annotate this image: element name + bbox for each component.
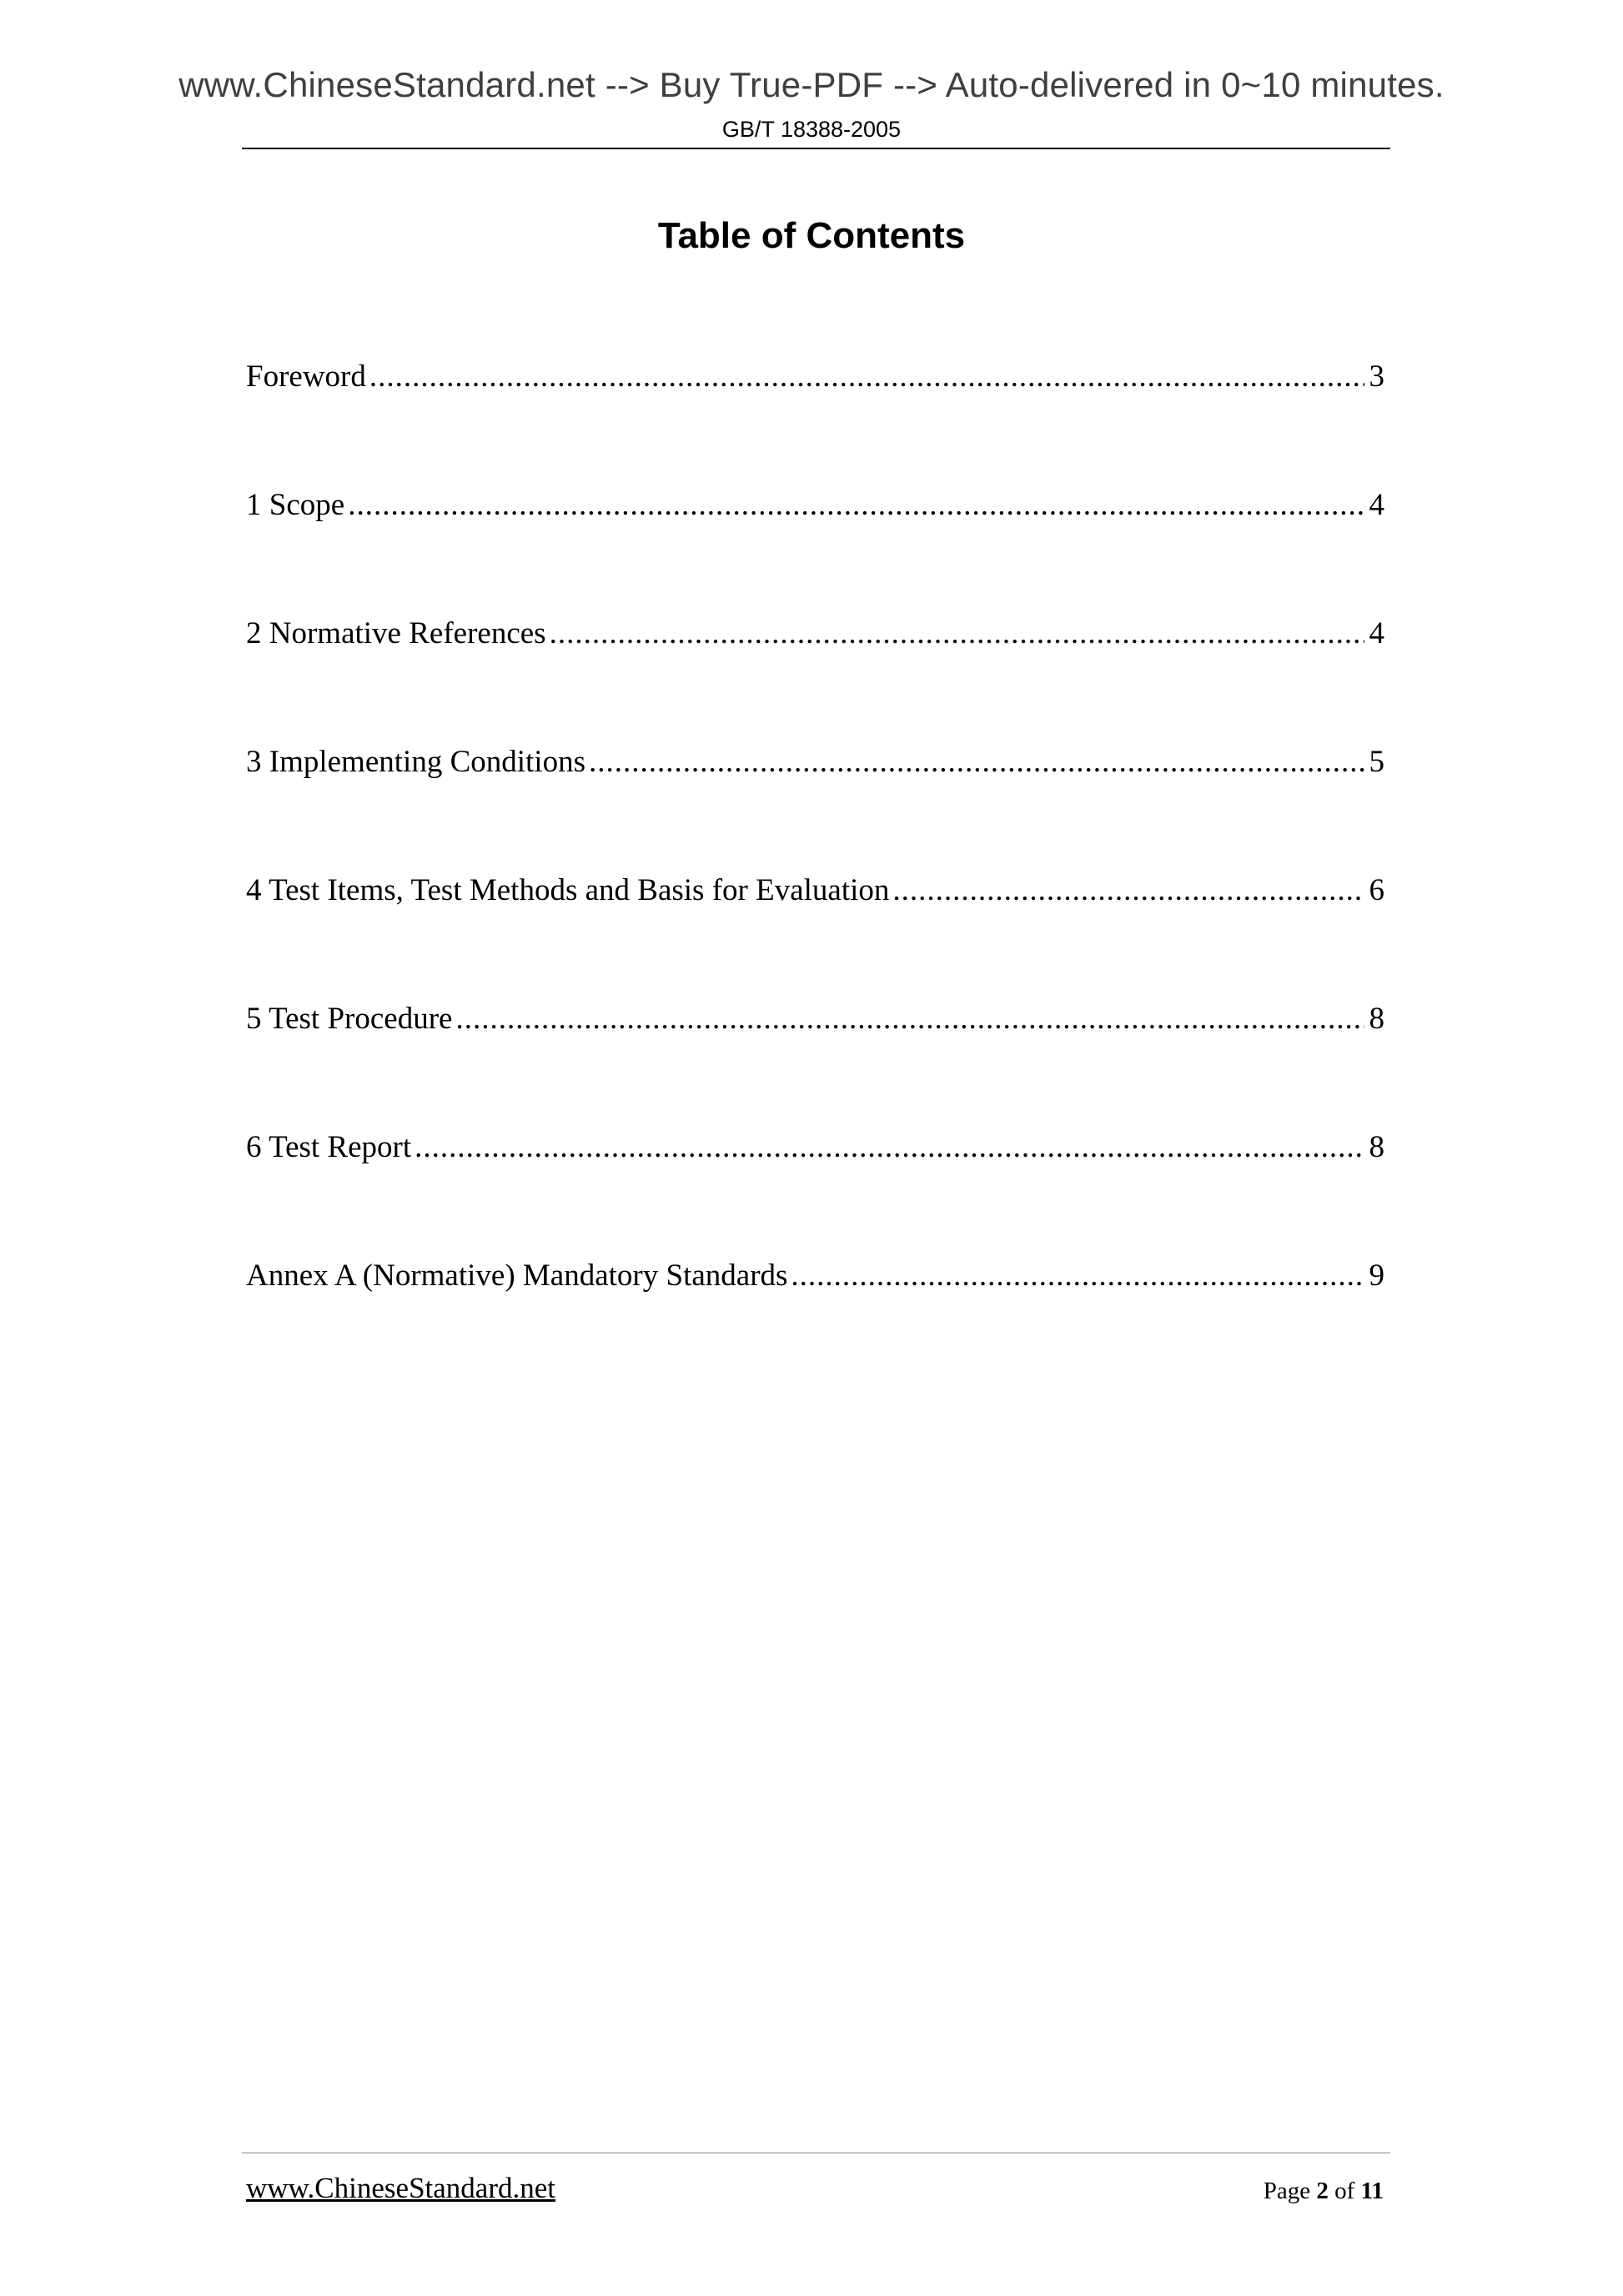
toc-entry-label: Annex A (Normative) Mandatory Standards (246, 1259, 788, 1293)
site-banner: www.ChineseStandard.net --> Buy True-PDF --> Auto-delivered in 0~10 minutes. (178, 65, 1445, 104)
toc-entry-scope[interactable] (246, 487, 1384, 615)
toc-entry-test-procedure[interactable] (246, 1001, 1384, 1129)
page-total: 11 (1360, 2178, 1384, 2204)
toc-title: Table of Contents (657, 215, 966, 256)
toc-entry-page: 6 (1369, 873, 1384, 907)
page-word: Page (1263, 2178, 1311, 2204)
footer-site-link[interactable]: www.ChineseStandard.net (246, 2172, 555, 2204)
page-current: 2 (1316, 2178, 1329, 2204)
toc-dot-leader (415, 1129, 1364, 1165)
toc-entry-label: Foreword (246, 359, 366, 394)
toc-dot-leader (455, 1001, 1364, 1037)
toc-entry-implementing-conditions[interactable] (246, 744, 1384, 872)
toc-entry-page: 9 (1369, 1259, 1384, 1293)
toc-entry-page: 5 (1369, 745, 1384, 779)
toc-entry-page: 8 (1369, 1130, 1384, 1164)
toc-entry-label: 2 Normative References (246, 616, 546, 651)
toc-entry-label: 4 Test Items, Test Methods and Basis for Evaluation (246, 873, 890, 907)
toc-dot-leader (791, 1258, 1364, 1294)
toc-dot-leader (348, 487, 1364, 523)
toc-entry-annex-a[interactable] (246, 1258, 1384, 1386)
toc-dot-leader (589, 744, 1364, 780)
toc-entry-label: 6 Test Report (246, 1130, 412, 1164)
toc-entry-test-report[interactable] (246, 1129, 1384, 1258)
page-indicator (1264, 2178, 1384, 2205)
document-code: GB/T 18388-2005 (721, 117, 902, 142)
toc-list (246, 359, 1384, 1386)
toc-dot-leader (369, 359, 1364, 394)
header-divider (242, 148, 1390, 149)
toc-entry-label: 1 Scope (246, 488, 345, 522)
toc-dot-leader (892, 872, 1364, 908)
toc-entry-label: 3 Implementing Conditions (246, 745, 585, 779)
toc-entry-page: 8 (1369, 1002, 1384, 1036)
toc-entry-page: 3 (1369, 359, 1384, 394)
toc-entry-test-items[interactable] (246, 872, 1384, 1001)
toc-dot-leader (550, 615, 1364, 651)
toc-entry-foreword[interactable] (246, 359, 1384, 487)
toc-entry-label: 5 Test Procedure (246, 1002, 453, 1036)
toc-entry-page: 4 (1369, 616, 1384, 651)
toc-entry-normative-references[interactable] (246, 615, 1384, 744)
page-of: of (1334, 2178, 1355, 2204)
toc-entry-page: 4 (1369, 488, 1384, 522)
